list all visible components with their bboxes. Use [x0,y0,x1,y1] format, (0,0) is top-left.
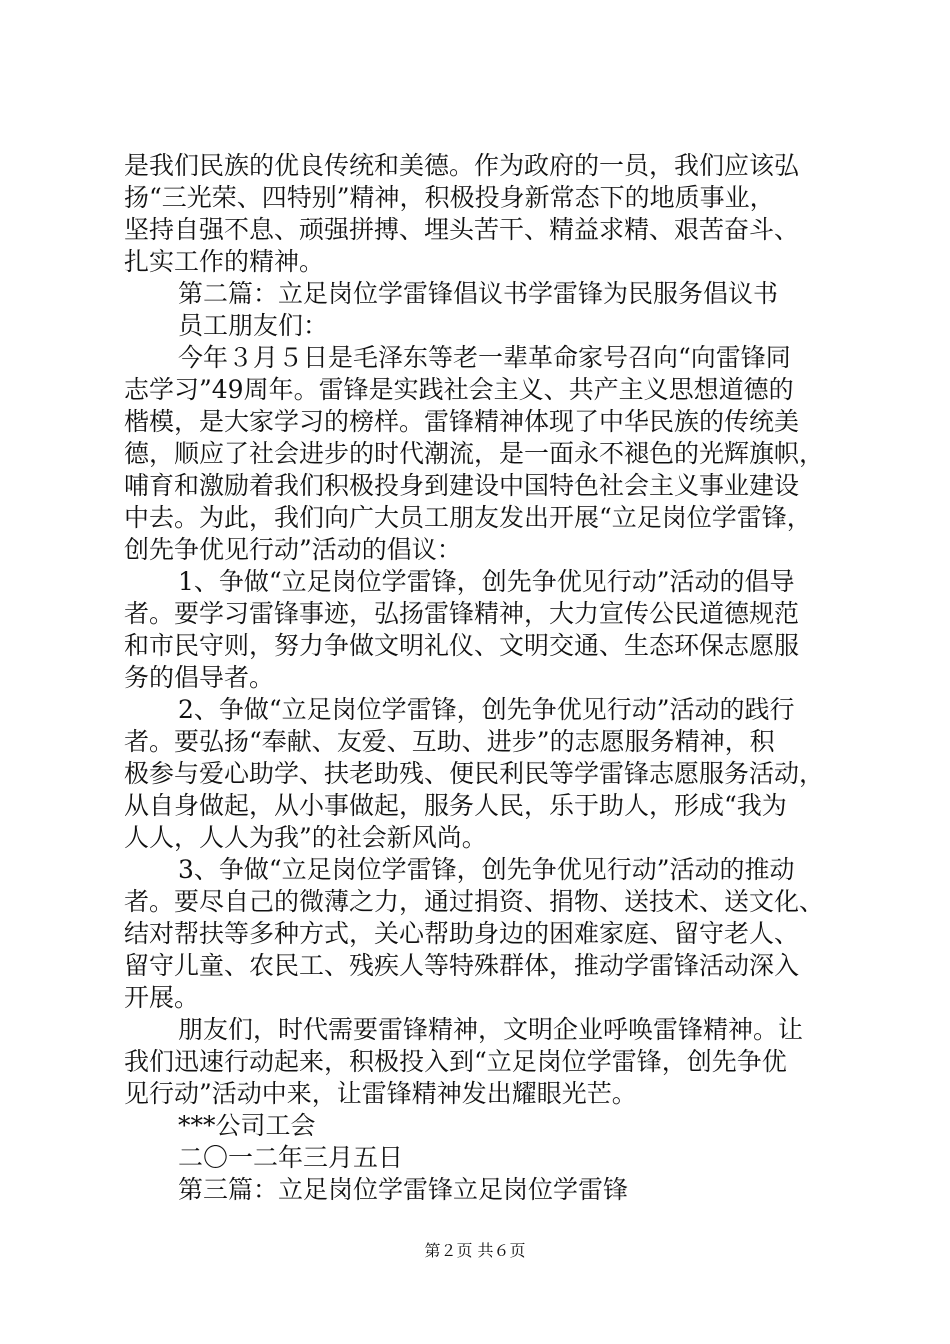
text-line: 3、争做“立足岗位学雷锋，创先争优见行动”活动的推动 [178,855,795,884]
text-line: 志学习”49周年。雷锋是实践社会主义、共产主义思想道德的 [124,375,794,404]
text-line: 从自身做起，从小事做起，服务人民，乐于助人，形成“我为 [124,791,787,820]
text-line: 结对帮扶等多种方式，关心帮助身边的困难家庭、留守老人、 [124,919,800,948]
text-line: 见行动”活动中来，让雷锋精神发出耀眼光芒。 [124,1079,637,1108]
text-line: 开展。 [124,983,200,1012]
text-line: 1、争做“立足岗位学雷锋，创先争优见行动”活动的倡导 [178,567,795,596]
text-line: 留守儿童、农民工、残疾人等特殊群体，推动学雷锋活动深入 [124,951,800,980]
text-line: 二〇一二年三月五日 [178,1143,404,1172]
text-line: 第二篇：立足岗位学雷锋倡议书学雷锋为民服务倡议书 [178,279,779,308]
text-line: 创先争优见行动”活动的倡议： [124,535,462,564]
text-line: 扎实工作的精神。 [124,247,325,276]
text-line: 务的倡导者。 [124,663,275,692]
text-line: 我们迅速行动起来，积极投入到“立足岗位学雷锋，创先争优 [124,1047,787,1076]
text-line: 2、争做“立足岗位学雷锋，创先争优见行动”活动的践行 [178,695,795,724]
text-line: 今年３月５日是毛泽东等老一辈革命家号召向“向雷锋同 [178,343,791,372]
text-line: 极参与爱心助学、扶老助残、便民利民等学雷锋志愿服务活动， [124,759,825,788]
text-line: 者。要尽自己的微薄之力，通过捐资、捐物、送技术、送文化、 [124,887,825,916]
text-line: 是我们民族的优良传统和美德。作为政府的一员，我们应该弘 [124,151,800,180]
text-line: 坚持自强不息、顽强拼搏、埋头苦干、精益求精、艰苦奋斗、 [124,215,800,244]
page-footer: 第２页 共６页 [424,1241,526,1260]
text-line: 人人，人人为我”的社会新风尚。 [124,823,487,852]
body-text [124,150,834,1206]
text-line: 者。要学习雷锋事迹，弘扬雷锋精神，大力宣传公民道德规范 [124,599,800,628]
text-line: ***公司工会 [178,1111,316,1140]
text-line: 朋友们，时代需要雷锋精神，文明企业呼唤雷锋精神。让 [178,1015,804,1044]
text-line: 第三篇：立足岗位学雷锋立足岗位学雷锋 [178,1175,629,1204]
text-line: 楷模，是大家学习的榜样。雷锋精神体现了中华民族的传统美 [124,407,800,436]
text-line: 扬“三光荣、四特别”精神，积极投身新常态下的地质事业， [124,183,775,212]
text-line: 和市民守则，努力争做文明礼仪、文明交通、生态环保志愿服 [124,631,800,660]
text-line: 德，顺应了社会进步的时代潮流，是一面永不褪色的光辉旗帜， [124,439,825,468]
text-line: 员工朋友们： [178,311,329,340]
text-line: 中去。为此，我们向广大员工朋友发出开展“立足岗位学雷锋， [124,503,812,532]
text-line: 者。要弘扬“奉献、友爱、互助、进步”的志愿服务精神，积 [124,727,775,756]
text-line: 哺育和激励着我们积极投身到建设中国特色社会主义事业建设 [124,471,800,500]
